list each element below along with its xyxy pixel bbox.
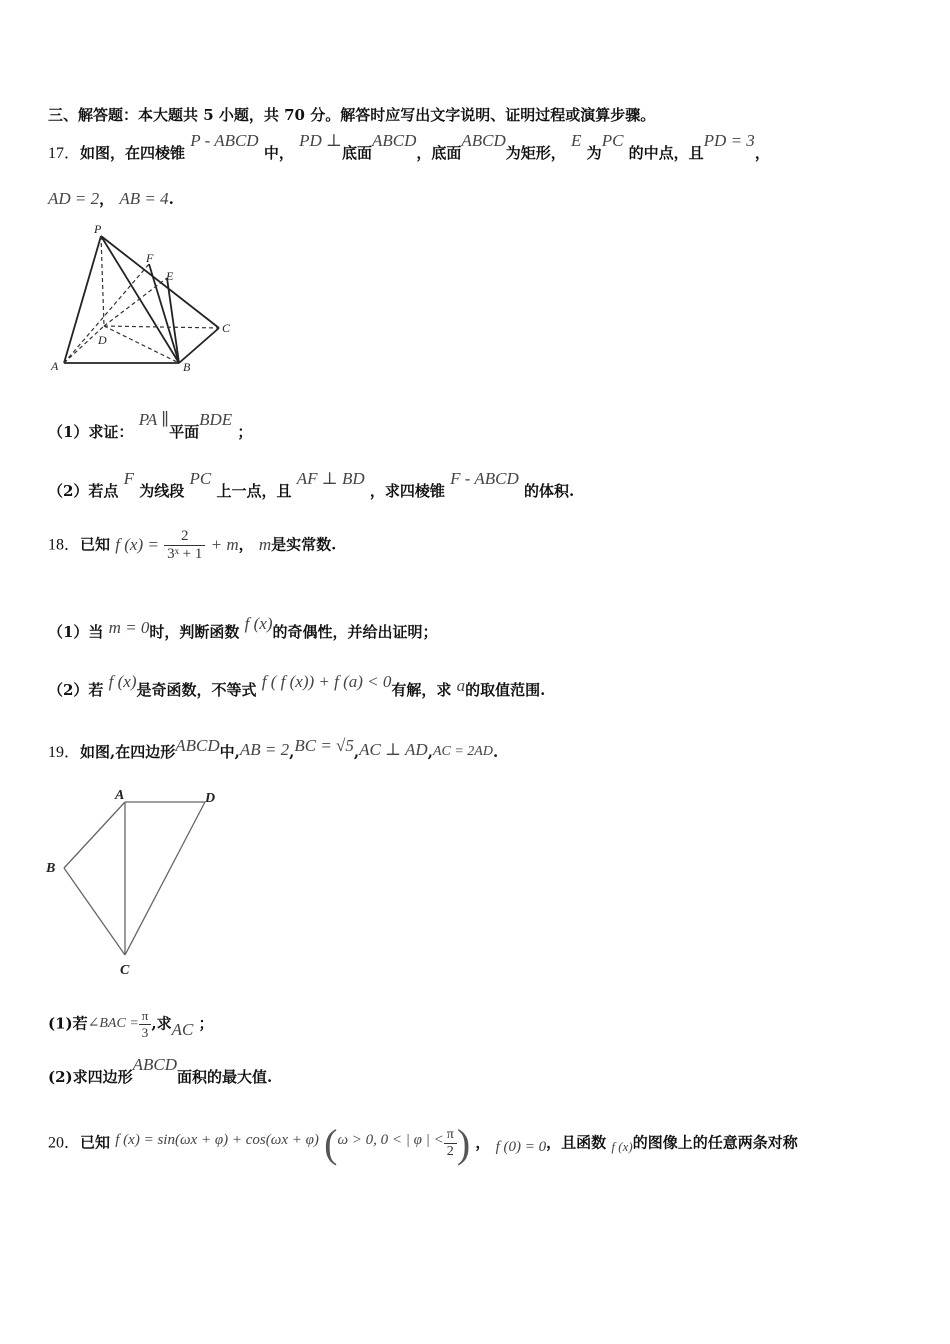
- q19-math: BC = √5: [294, 736, 354, 755]
- q19-part1: [48, 1008, 214, 1041]
- q17-part1: [48, 410, 253, 442]
- q20-number: 20．: [48, 1134, 81, 1152]
- q17-math: F - ABCD: [450, 469, 519, 488]
- q18-math: f (x): [108, 672, 137, 691]
- q18-math: f (x): [244, 614, 273, 633]
- q20-fraction: [444, 1127, 457, 1160]
- q18-math: a: [456, 676, 466, 695]
- q17-text: 中，: [263, 144, 294, 162]
- q19-part1-label: (1)若: [48, 1014, 88, 1033]
- q19-fraction: [139, 1008, 152, 1041]
- q17-math: BDE: [199, 410, 233, 429]
- q17-text: ，: [754, 144, 770, 162]
- q19-frac-bottom: 3: [141, 1025, 149, 1040]
- q20-text: 的图像上的任意两条对称: [632, 1133, 798, 1152]
- q19-math: AC: [171, 1019, 194, 1039]
- q17-pyramid-figure: [46, 218, 246, 378]
- q20-text: 已知: [80, 1133, 111, 1152]
- q20-math: f (x): [611, 1138, 633, 1154]
- q17-text: 上一点，且: [216, 482, 292, 500]
- q17-math: PD ⊥: [299, 131, 342, 150]
- q17-math: PC: [601, 131, 624, 150]
- q18-text: 有解，求: [391, 681, 452, 699]
- q18-text: 已知: [80, 535, 111, 554]
- q17-part2-label: （2）若点: [48, 482, 119, 500]
- q19-text: .: [492, 743, 499, 761]
- q19-label-A: A: [115, 788, 125, 803]
- q18-number: 18．: [48, 536, 81, 554]
- q20-frac-top: π: [444, 1127, 457, 1144]
- q17-label-B: B: [183, 360, 191, 374]
- q17-text: 如图，在四棱锥: [80, 144, 186, 162]
- q17-math: ABCD: [372, 131, 417, 150]
- section-header: 三、解答题：本大题共 5 小题，共 70 分。解答时应写出文字说明、证明过程或演算步骤。: [48, 106, 656, 124]
- q17-text: 底面: [341, 144, 372, 162]
- q19-part2-label: (2)求四边形: [48, 1068, 133, 1086]
- q19-part2: [48, 1055, 273, 1087]
- q18-text: ，: [238, 535, 254, 554]
- q17-math: PA ∥: [138, 410, 170, 429]
- q17-text: 的体积.: [524, 482, 575, 500]
- q17-text: 的中点，且: [628, 144, 704, 162]
- q17-stem-line2: [48, 188, 174, 209]
- q18-part1: [48, 614, 438, 642]
- q17-text: 为: [586, 144, 602, 162]
- q17-math: AF ⊥ BD: [296, 469, 365, 488]
- q17-number: 17．: [48, 145, 81, 162]
- q17-label-P: P: [94, 222, 102, 236]
- q18-part2: [48, 672, 546, 700]
- q17-math: P - ABCD: [190, 131, 259, 150]
- q19-text: ,: [353, 743, 360, 761]
- q18-text: 是实常数.: [271, 535, 337, 554]
- q18-math: m = 0: [108, 618, 150, 637]
- q20-text: ，: [475, 1133, 491, 1152]
- q17-text: 为线段: [139, 482, 185, 500]
- q17-stem-line1: [48, 131, 770, 163]
- q19-math: AC ⊥ AD: [359, 740, 428, 759]
- q20-math: ω > 0, 0 < | φ | <: [337, 1131, 444, 1148]
- q17-math: AB = 4: [119, 189, 169, 208]
- q19-math: AB = 2: [239, 740, 290, 759]
- q17-label-E: E: [166, 269, 174, 283]
- q19-math: ABCD: [132, 1055, 178, 1074]
- q17-text: 为矩形，: [505, 144, 566, 162]
- q18-text: 时，判断函数: [149, 623, 240, 641]
- q18-part1-label: （1）当: [48, 623, 104, 641]
- q18-math: + m: [210, 534, 239, 554]
- q19-label-B: B: [46, 861, 56, 876]
- q17-part2: [48, 469, 575, 501]
- q17-math: PC: [189, 469, 212, 488]
- q17-label-C: C: [222, 321, 231, 335]
- q19-text: ,求: [151, 1014, 172, 1033]
- q17-text: .: [168, 190, 174, 208]
- q17-math: ABCD: [461, 131, 506, 150]
- q17-part1-label: （1）求证：: [48, 423, 134, 441]
- q18-text: 的奇偶性，并给出证明；: [272, 623, 438, 641]
- q17-label-A: A: [51, 359, 59, 373]
- q19-stem: [48, 736, 499, 762]
- q17-label-D: D: [98, 333, 107, 347]
- q17-label-F: F: [146, 251, 154, 265]
- q18-stem: [48, 528, 336, 563]
- q18-math: f (x) =: [115, 534, 159, 554]
- q18-math: f ( f (x)) + f (a) < 0: [261, 672, 392, 691]
- q19-math: ∠BAC =: [87, 1015, 139, 1031]
- q20-paren: ): [456, 1121, 471, 1166]
- q18-part2-label: （2）若: [48, 681, 104, 699]
- q19-math: ABCD: [175, 736, 220, 755]
- q17-text: 平面: [169, 423, 200, 441]
- q19-math: AC = 2AD: [432, 744, 493, 759]
- q20-math: f (0) = 0: [495, 1138, 547, 1155]
- q19-text: 面积的最大值.: [177, 1068, 273, 1086]
- q20-math: f (x) = sin(ωx + φ) + cos(ωx + φ): [115, 1131, 319, 1148]
- q19-label-C: C: [120, 963, 130, 978]
- q17-math: F: [123, 469, 135, 488]
- q19-text: ；: [198, 1014, 214, 1033]
- q19-text: 中,: [219, 743, 240, 761]
- q19-number: 19．: [48, 744, 81, 761]
- q20-paren: (: [324, 1121, 338, 1166]
- q18-frac-bottom: 3ˣ + 1: [167, 546, 203, 562]
- q18-frac-top: 2: [164, 528, 205, 546]
- q19-quadrilateral-figure: [40, 780, 240, 985]
- q17-text: ；: [237, 423, 253, 441]
- q19-text: ,: [289, 743, 295, 761]
- q19-text: 如图,在四边形: [80, 743, 176, 761]
- q17-text: ，: [99, 190, 115, 208]
- q18-math: m: [258, 534, 272, 554]
- q17-text: ，求四棱锥: [369, 482, 445, 500]
- q20-stem: [48, 1120, 798, 1167]
- q18-text: 是奇函数，不等式: [136, 681, 257, 699]
- q19-text: ,: [427, 743, 433, 761]
- q20-text: ，且函数: [546, 1133, 607, 1152]
- q18-text: 的取值范围.: [465, 681, 546, 699]
- q17-math: AD = 2: [48, 189, 100, 208]
- q18-fraction: [164, 528, 205, 563]
- q17-text: ，底面: [416, 144, 462, 162]
- q17-math: PD = 3: [703, 131, 755, 150]
- q19-label-D: D: [205, 791, 216, 806]
- q20-frac-bottom: 2: [446, 1144, 454, 1159]
- q17-math: E: [571, 131, 582, 150]
- q19-frac-top: π: [139, 1008, 152, 1025]
